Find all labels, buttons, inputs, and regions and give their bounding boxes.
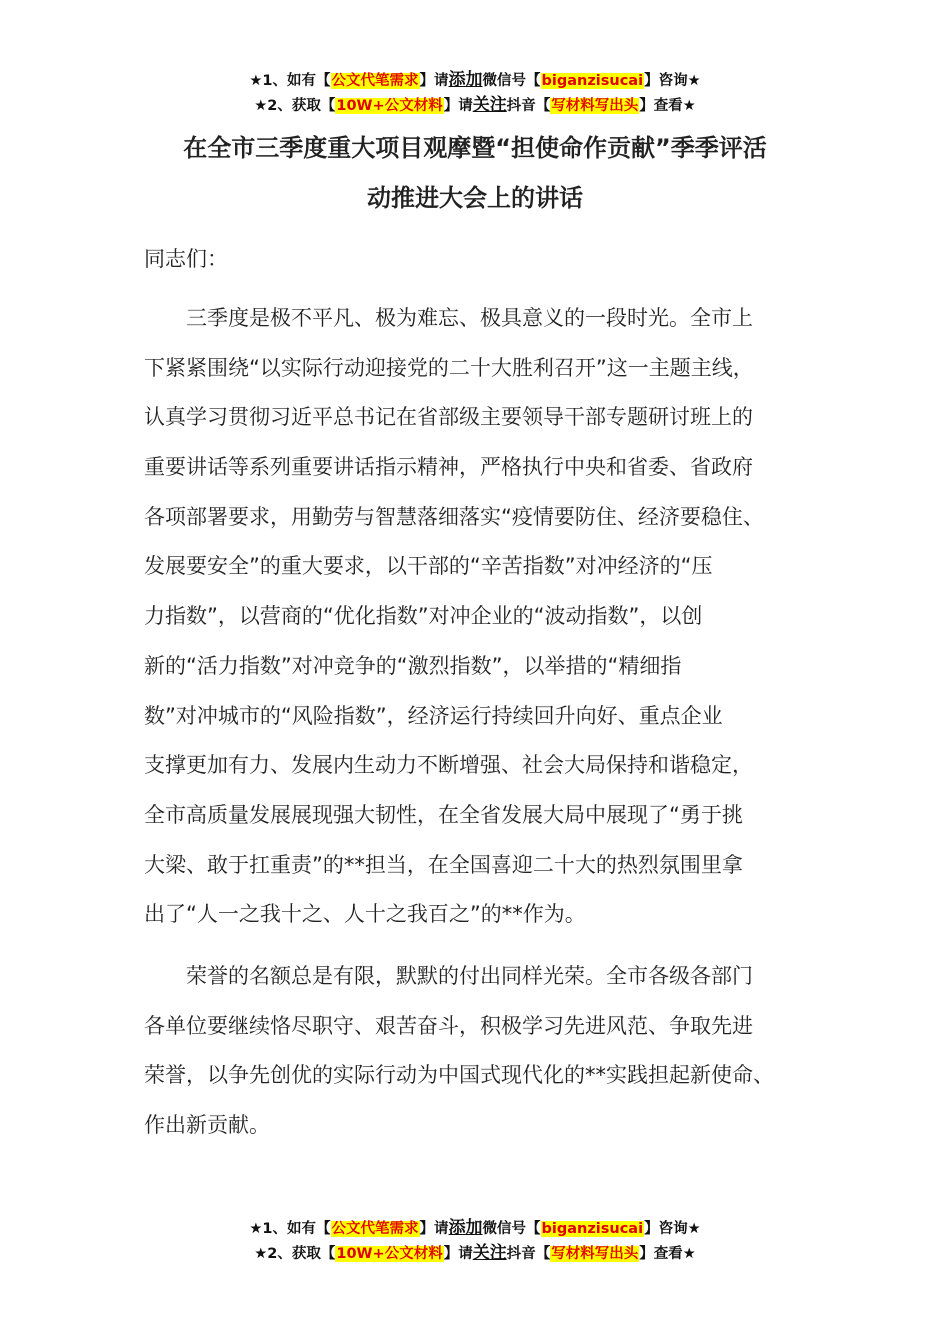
bottom-banner xyxy=(0,1216,950,1266)
highlight-wechat-id: biganzisucai xyxy=(541,1221,644,1237)
banner-text: 】查看★ xyxy=(639,1246,696,1262)
text-line: 荣誉，以争先创优的实际行动为中国式现代化的**实践担起新使命、 xyxy=(144,1063,774,1088)
banner-line-2 xyxy=(0,1241,950,1266)
text-line: 出了“人一之我十之、人十之我百之”的**作为。 xyxy=(144,902,586,927)
banner-text: 】咨询★ xyxy=(644,1221,701,1237)
text-line: 力指数”，以营商的“优化指数”对冲企业的“波动指数”，以创 xyxy=(144,604,703,629)
text-line: 支撑更加有力、发展内生动力不断增强、社会大局保持和谐稳定， xyxy=(144,753,753,778)
text-line: 发展要安全”的重大要求，以干部的“辛苦指数”对冲经济的“压 xyxy=(144,554,713,579)
banner-text: 微信号【 xyxy=(482,73,541,89)
banner-text: 】请 xyxy=(443,1246,473,1262)
banner-text: ★2、获取【 xyxy=(254,98,336,114)
banner-text: ★1、如有【 xyxy=(249,1221,331,1237)
greeting: 同志们： xyxy=(144,247,228,271)
banner-text: 微信号【 xyxy=(482,1221,541,1237)
banner-text: 】查看★ xyxy=(639,98,696,114)
text-line: 认真学习贯彻习近平总书记在省部级主要领导干部专题研讨班上的 xyxy=(144,405,753,430)
banner-text: ★2、获取【 xyxy=(254,1246,336,1262)
text-line: 三季度是极不平凡、极为难忘、极具意义的一段时光。全市上 xyxy=(144,306,753,330)
text-line: 下紧紧围绕“以实际行动迎接党的二十大胜利召开”这一主题主线， xyxy=(144,355,754,380)
underlined-text: 关注 xyxy=(472,95,507,115)
text-line: 全市高质量发展展现强大韧性，在全省发展大局中展现了“勇于挑 xyxy=(144,802,743,827)
highlight-materials: 10W+公文材料 xyxy=(336,98,443,114)
highlight-douyin-id: 写材料写出头 xyxy=(551,98,639,114)
banner-text: 】请 xyxy=(419,1221,449,1237)
text-line: 数”对冲城市的“风险指数”，经济运行持续回升向好、重点企业 xyxy=(144,703,723,728)
text-line: 大梁、敢于扛重责”的**担当，在全国喜迎二十大的热烈氛围里拿 xyxy=(144,852,743,877)
highlight-wechat-id: biganzisucai xyxy=(541,73,644,89)
text-line: 各单位要继续恪尽职守、艰苦奋斗，积极学习先进风范、争取先进 xyxy=(144,1013,753,1038)
text-line: 新的“活力指数”对冲竞争的“激烈指数”，以举措的“精细指 xyxy=(144,653,682,678)
highlight-service: 公文代笔需求 xyxy=(331,73,419,89)
banner-text: 】咨询★ xyxy=(644,73,701,89)
highlight-service: 公文代笔需求 xyxy=(331,1221,419,1237)
banner-text: 抖音【 xyxy=(506,1246,551,1262)
banner-line-2 xyxy=(0,93,950,118)
document-title-line-1: 在全市三季度重大项目观摩暨“担使命作贡献”季季评活 xyxy=(183,134,767,162)
banner-text: ★1、如有【 xyxy=(249,73,331,89)
highlight-materials: 10W+公文材料 xyxy=(336,1246,443,1262)
banner-text: 】请 xyxy=(443,98,473,114)
paragraph-1 xyxy=(144,294,834,940)
underlined-text: 添加 xyxy=(448,70,483,90)
banner-line-1 xyxy=(0,68,950,93)
highlight-douyin-id: 写材料写出头 xyxy=(551,1246,639,1262)
banner-text: 】请 xyxy=(419,73,449,89)
banner-text: 抖音【 xyxy=(506,98,551,114)
banner-line-1 xyxy=(0,1216,950,1241)
paragraph-2 xyxy=(144,952,834,1151)
text-line: 荣誉的名额总是有限，默默的付出同样光荣。全市各级各部门 xyxy=(144,964,753,988)
text-line: 作出新贡献。 xyxy=(144,1113,270,1138)
text-line: 各项部署要求，用勤劳与智慧落细落实“疫情要防住、经济要稳住、 xyxy=(144,504,764,529)
underlined-text: 添加 xyxy=(448,1218,483,1238)
underlined-text: 关注 xyxy=(472,1243,507,1263)
text-line: 重要讲话等系列重要讲话指示精神，严格执行中央和省委、省政府 xyxy=(144,455,753,480)
top-banner xyxy=(0,68,950,118)
document-title-line-2: 动推进大会上的讲话 xyxy=(367,184,583,212)
